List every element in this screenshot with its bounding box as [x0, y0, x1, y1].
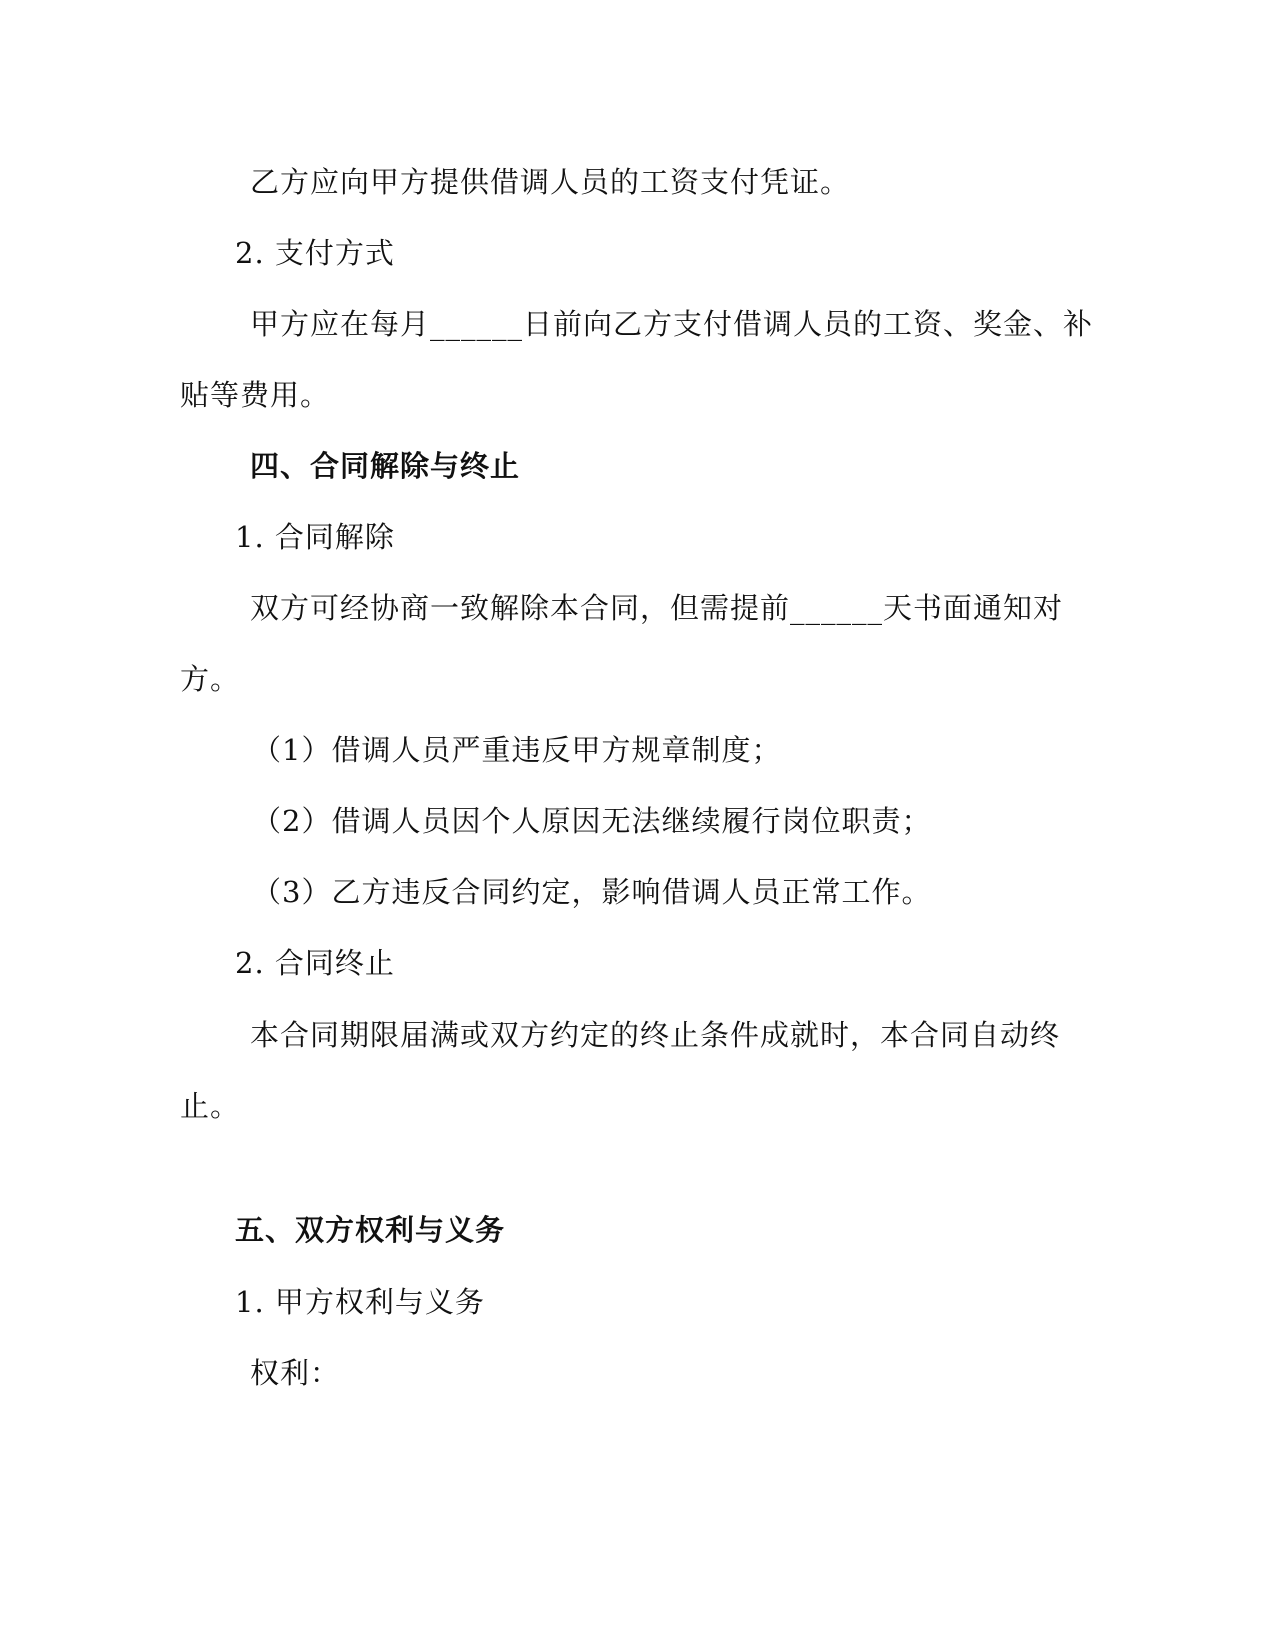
condition-item-1: （1）借调人员严重违反甲方规章制度； [252, 733, 782, 767]
rights-label: 权利： [250, 1356, 341, 1390]
payment-paragraph-line-1: 甲方应在每月______日前向乙方支付借调人员的工资、奖金、补 [250, 307, 1094, 341]
payment-paragraph-line-2: 贴等费用。 [180, 378, 331, 412]
condition-item-2: （2）借调人员因个人原因无法继续履行岗位职责； [252, 804, 932, 838]
salary-proof-paragraph: 乙方应向甲方提供借调人员的工资支付凭证。 [250, 165, 851, 199]
section-four-heading: 四、合同解除与终止 [250, 449, 521, 483]
payment-method-heading: 2. 支付方式 [235, 236, 395, 270]
termination-paragraph-line-2: 止。 [180, 1089, 241, 1123]
section-five-heading: 五、双方权利与义务 [235, 1213, 506, 1247]
termination-paragraph-line-1: 本合同期限届满或双方约定的终止条件成就时，本合同自动终 [250, 1018, 1061, 1052]
rescission-heading: 1. 合同解除 [235, 520, 395, 554]
rescission-paragraph-line-2: 方。 [180, 662, 241, 696]
party-a-rights-heading: 1. 甲方权利与义务 [235, 1285, 485, 1319]
condition-item-3: （3）乙方违反合同约定，影响借调人员正常工作。 [252, 875, 932, 909]
termination-heading: 2. 合同终止 [235, 946, 395, 980]
rescission-paragraph-line-1: 双方可经协商一致解除本合同，但需提前______天书面通知对 [250, 591, 1064, 625]
